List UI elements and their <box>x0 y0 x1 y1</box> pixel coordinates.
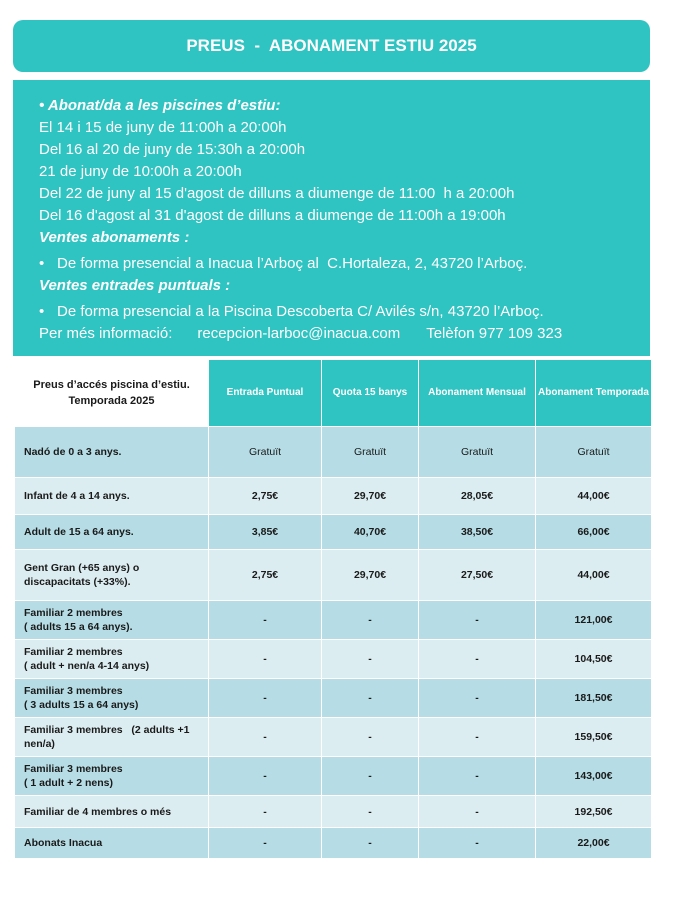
price-cell: 121,00€ <box>536 601 652 640</box>
price-cell: 44,00€ <box>536 550 652 601</box>
row-label: Familiar 3 membres ( 3 adults 15 a 64 anys) <box>15 679 209 718</box>
row-label: Abonats Inacua <box>15 828 209 859</box>
price-cell: - <box>209 601 322 640</box>
table-row <box>15 718 652 757</box>
tickets-item: • De forma presencial a la Piscina Descoberta C/ Avilés s/n, 43720 l’Arboç. <box>39 301 650 323</box>
price-cell: 181,50€ <box>536 679 652 718</box>
price-cell: - <box>419 828 536 859</box>
sales-item: • De forma presencial a Inacua l’Arboç al C.Hortaleza, 2, 43720 l’Arboç. <box>39 253 650 275</box>
price-cell: 66,00€ <box>536 515 652 550</box>
table-header-row <box>15 360 652 427</box>
price-cell: Gratuït <box>209 427 322 478</box>
bullet-icon: • <box>39 97 45 114</box>
table-row <box>15 478 652 515</box>
contact-phone: Telèfon 977 109 323 <box>426 325 563 342</box>
price-cell: 22,00€ <box>536 828 652 859</box>
price-cell: - <box>322 757 419 796</box>
row-label: Nadó de 0 a 3 anys. <box>15 427 209 478</box>
info-panel <box>13 80 650 356</box>
header-15-swims: Quota 15 banys <box>322 360 419 427</box>
price-cell: 2,75€ <box>209 478 322 515</box>
price-cell: - <box>322 828 419 859</box>
table-row <box>15 601 652 640</box>
schedule-line: Del 22 de juny al 15 d'agost de dilluns a diumenge de 11:00 h a 20:00h <box>39 185 515 202</box>
row-label: Familiar 2 membres ( adults 15 a 64 anys). <box>15 601 209 640</box>
schedule-line: 21 de juny de 10:00h a 20:00h <box>39 163 242 180</box>
price-cell: - <box>209 640 322 679</box>
section-tickets-title: Ventes entrades puntuals : <box>39 277 231 294</box>
row-label: Familiar de 4 membres o més <box>15 796 209 828</box>
price-cell: - <box>322 679 419 718</box>
price-cell: 104,50€ <box>536 640 652 679</box>
price-cell: - <box>419 601 536 640</box>
price-cell: - <box>419 679 536 718</box>
schedule-line: El 14 i 15 de juny de 11:00h a 20:00h <box>39 119 287 136</box>
table-row <box>15 757 652 796</box>
price-cell: 192,50€ <box>536 796 652 828</box>
bullet-icon: • <box>39 255 45 272</box>
row-label: Adult de 15 a 64 anys. <box>15 515 209 550</box>
price-cell: Gratuït <box>419 427 536 478</box>
schedule-line: Del 16 d'agost al 31 d'agost de dilluns a diumenge de 11:00h a 19:00h <box>39 207 506 224</box>
header-description: Preus d’accés piscina d’estiu. Temporada 2025 <box>15 360 209 427</box>
header-monthly: Abonament Mensual <box>419 360 536 427</box>
row-label: Infant de 4 a 14 anys. <box>15 478 209 515</box>
row-label: Familiar 3 membres (2 adults +1 nen/a) <box>15 718 209 757</box>
contact-label: Per més informació: <box>39 325 173 342</box>
price-cell: - <box>209 718 322 757</box>
price-cell: Gratuït <box>536 427 652 478</box>
price-cell: 143,00€ <box>536 757 652 796</box>
page-title: PREUS - ABONAMENT ESTIU 2025 <box>186 36 477 55</box>
price-cell: 159,50€ <box>536 718 652 757</box>
price-cell: - <box>209 679 322 718</box>
row-label: Gent Gran (+65 anys) o discapacitats (+33%). <box>15 550 209 601</box>
section-subscriber-title: • Abonat/da a les piscines d’estiu: <box>39 97 281 114</box>
price-cell: 27,50€ <box>419 550 536 601</box>
row-label: Familiar 3 membres ( 1 adult + 2 nens) <box>15 757 209 796</box>
table-row <box>15 515 652 550</box>
price-cell: - <box>209 757 322 796</box>
price-cell: 38,50€ <box>419 515 536 550</box>
table-row <box>15 796 652 828</box>
section-sales-title: Ventes abonaments : <box>39 229 190 246</box>
price-cell: 44,00€ <box>536 478 652 515</box>
table-row <box>15 828 652 859</box>
price-cell: - <box>322 601 419 640</box>
price-cell: 28,05€ <box>419 478 536 515</box>
price-cell: - <box>419 718 536 757</box>
price-cell: Gratuït <box>322 427 419 478</box>
price-cell: - <box>419 640 536 679</box>
header-single-entry: Entrada Puntual <box>209 360 322 427</box>
price-cell: - <box>322 796 419 828</box>
price-cell: 29,70€ <box>322 478 419 515</box>
table-row <box>15 640 652 679</box>
table-row <box>15 427 652 478</box>
row-label: Familiar 2 membres ( adult + nen/a 4-14 anys) <box>15 640 209 679</box>
price-table <box>14 359 652 859</box>
price-cell: - <box>209 796 322 828</box>
price-cell: - <box>419 757 536 796</box>
contact-email[interactable]: recepcion-larboc@inacua.com <box>197 325 401 342</box>
header-season: Abonament Temporada <box>536 360 652 427</box>
price-cell: 40,70€ <box>322 515 419 550</box>
price-cell: 2,75€ <box>209 550 322 601</box>
price-cell: - <box>322 640 419 679</box>
title-banner <box>13 20 650 72</box>
bullet-icon: • <box>39 303 45 320</box>
table-row <box>15 550 652 601</box>
price-cell: 29,70€ <box>322 550 419 601</box>
table-row <box>15 679 652 718</box>
price-cell: 3,85€ <box>209 515 322 550</box>
contact-line <box>39 323 650 345</box>
price-cell: - <box>322 718 419 757</box>
schedule-line: Del 16 al 20 de juny de 15:30h a 20:00h <box>39 141 306 158</box>
price-cell: - <box>209 828 322 859</box>
price-cell: - <box>419 796 536 828</box>
